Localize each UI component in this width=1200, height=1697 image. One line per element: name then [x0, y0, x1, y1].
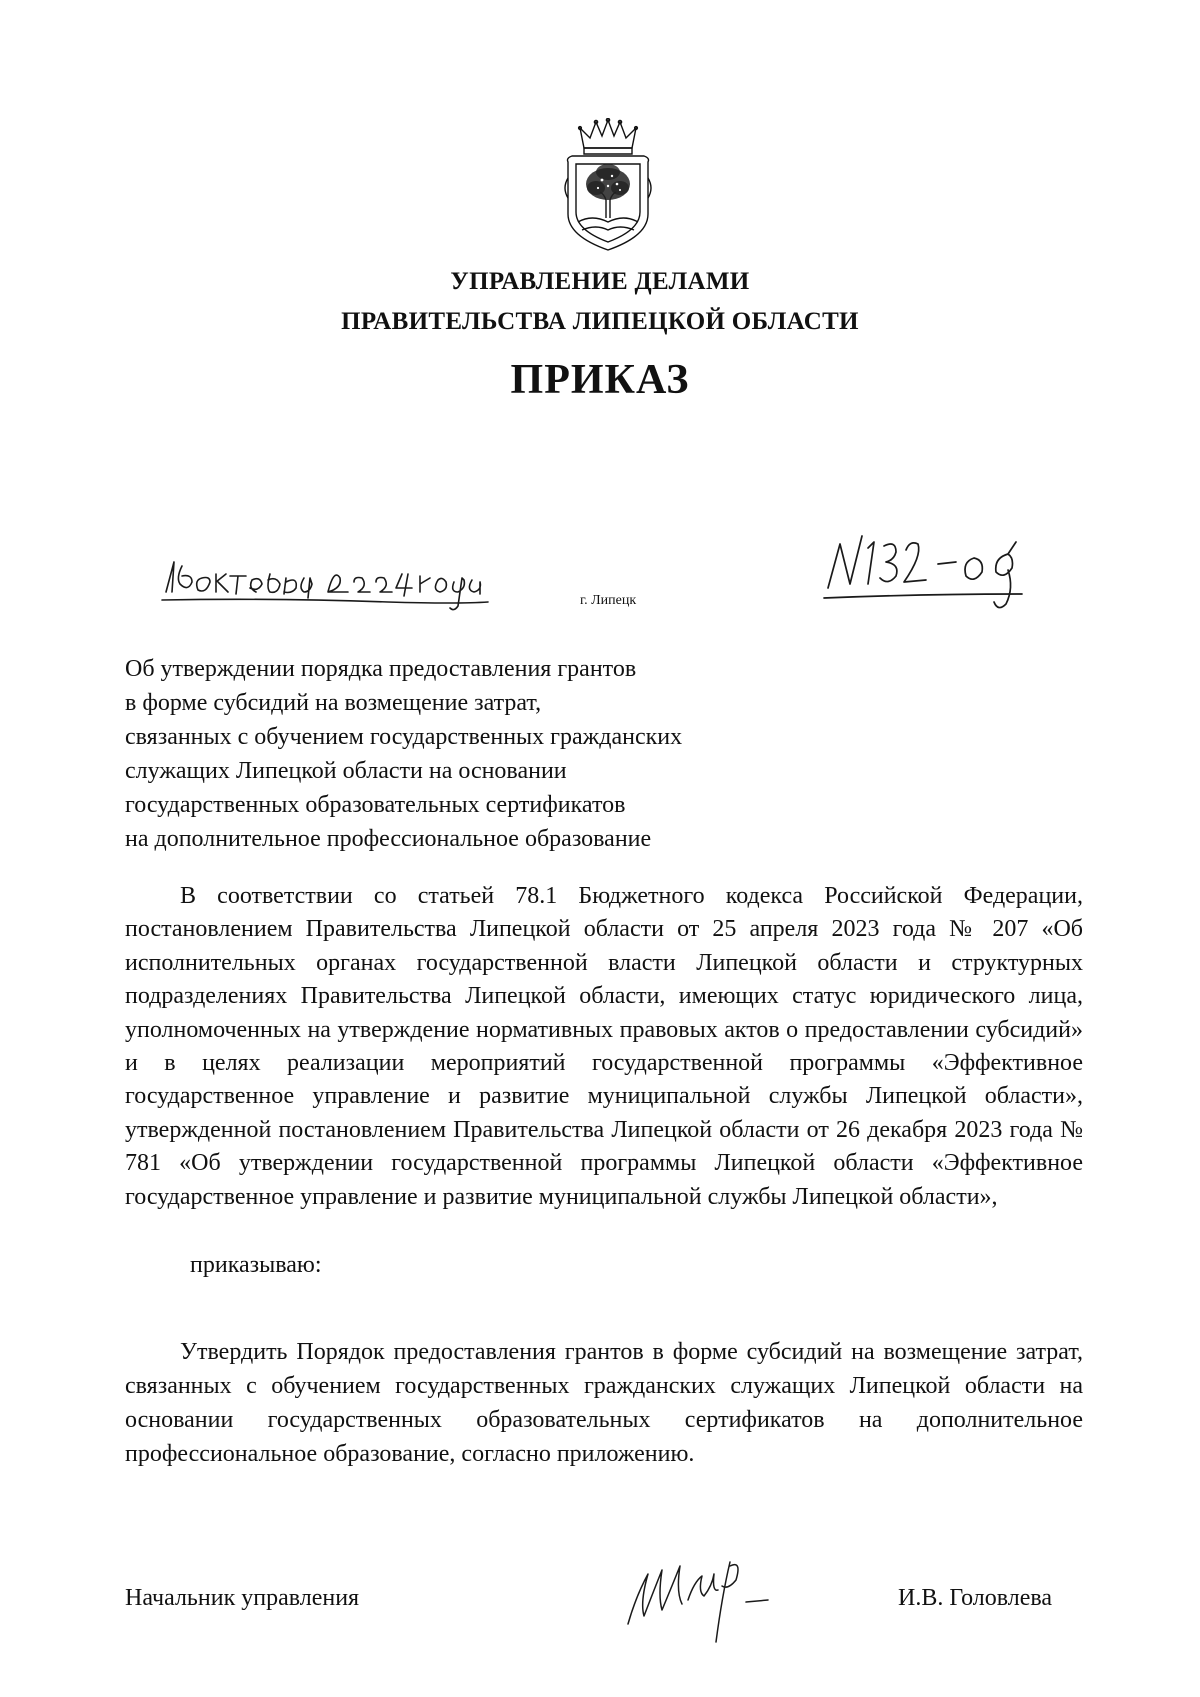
- resolution-paragraph: Утвердить Порядок предоставления грантов в форме субсидий на возмещение затрат, связанных с обучением государственных гражданских служащих Липецкой области на основании государственных образовательных сертификатов на дополнительное профессиональное образование, согласно приложению.: [125, 1339, 1083, 1467]
- document-subject: [125, 652, 845, 856]
- handwritten-signature: [618, 1546, 808, 1646]
- document-city: г. Липецк: [580, 593, 637, 608]
- document-type-title: ПРИКАЗ: [510, 357, 690, 403]
- subject-line: государственных образовательных сертификатов: [125, 792, 626, 818]
- subject-line: Об утверждении порядка предоставления грантов: [125, 656, 637, 682]
- organization-name-line-2: ПРАВИТЕЛЬСТВА ЛИПЕЦКОЙ ОБЛАСТИ: [341, 308, 859, 335]
- order-verb: приказываю:: [190, 1252, 322, 1278]
- subject-line: на дополнительное профессиональное образование: [125, 826, 652, 852]
- preamble-paragraph: В соответствии со статьей 78.1 Бюджетного кодекса Российской Федерации, постановлением Правительства Липецкой области от 25 апреля 2023 года № 207 «Об исполнительных органах государственной власти Липецкой области и структурных подразделениях Правительства Липецкой области, имеющих статус юридического лица, уполномоченных на утверждение нормативных правовых актов о предоставлении субсидий» и в целях реализации мероприятий государственной программы «Эффективное государственное управление и развитие муниципальной службы Липецкой области», утвержденной постановлением Правительства Липецкой области от 26 декабря 2023 года № 781 «Об утверждении государственной программы Липецкой области «Эффективное государственное управление и развитие муниципальной службы Липецкой области»,: [125, 883, 1083, 1210]
- handwritten-document-number: [822, 528, 1062, 618]
- coat-of-arms-emblem: [562, 118, 654, 254]
- subject-line: в форме субсидий на возмещение затрат,: [125, 690, 542, 716]
- signatory-name: И.В. Головлева: [898, 1585, 1053, 1611]
- handwritten-date: [158, 548, 568, 618]
- subject-line: служащих Липецкой области на основании: [125, 758, 567, 784]
- organization-name-line-1: УПРАВЛЕНИЕ ДЕЛАМИ: [450, 268, 750, 295]
- subject-line: связанных с обучением государственных гражданских: [125, 724, 683, 750]
- signatory-title: Начальник управления: [125, 1585, 360, 1611]
